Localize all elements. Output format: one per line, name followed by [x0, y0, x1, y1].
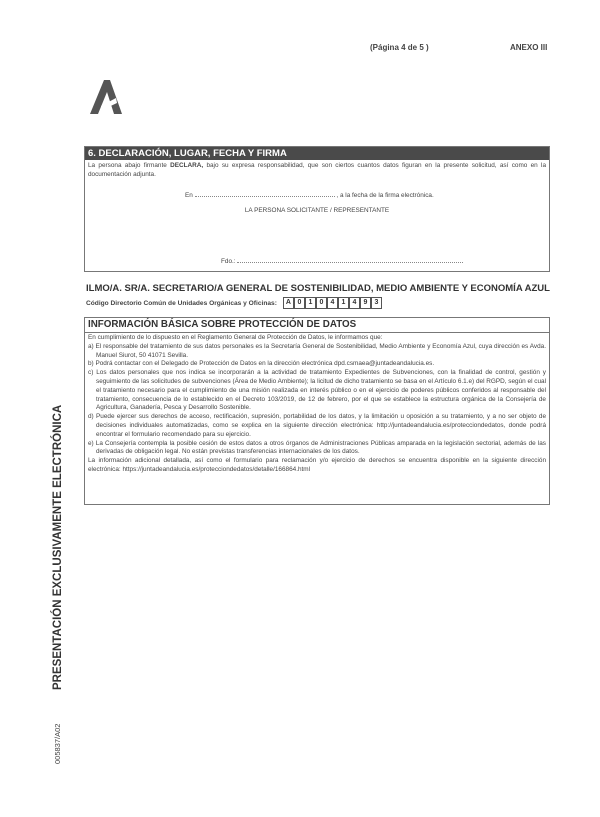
page-number: (Página 4 de 5 ): [370, 43, 429, 52]
signature-field[interactable]: [237, 262, 463, 263]
privacy-item-e: e) La Consejería contempla la posible cesión de estos datos a otros órganos de Administraciones Públicas amparada en la legislación sectorial, además de las derivadas de obligación legal. No están previstas transferencias internacionales de los datos.: [88, 439, 546, 456]
signer-label: LA PERSONA SOLICITANTE / REPRESENTANTE: [244, 207, 390, 214]
side-presentation-label: PRESENTACIÓN EXCLUSIVAMENTE ELECTRÓNICA: [52, 404, 64, 690]
declaration-title: 6. DECLARACIÓN, LUGAR, FECHA Y FIRMA: [85, 147, 549, 160]
place-suffix: , a la fecha de la firma electrónica.: [336, 192, 434, 199]
code-cell: 4: [349, 297, 360, 309]
form-code: 005837/A02: [53, 723, 62, 764]
privacy-item-a: a) El responsable del tratamiento de sus datos personales es la Secretaría General de Sostenibilidad, Medio Ambiente y Economía Azul, cuya dirección es Avda. Manuel Siurot, 50 41071 Sevilla.: [88, 342, 546, 359]
privacy-item-d: d) Puede ejercer sus derechos de acceso, rectificación, supresión, portabilidad de los datos, y la limitación u oposición a su tratamiento, y a no ser objeto de decisiones individuales automatizadas, como se explica en la siguiente dirección electrónica: http://juntadeandalucia.es/protecciondedatos, donde podrá encontrar el formulario recomendado para su ejercicio.: [88, 413, 546, 438]
addressee-title: ILMO/A. SR/A. SECRETARIO/A GENERAL DE SOSTENIBILIDAD, MEDIO AMBIENTE Y ECONOMÍA AZUL: [86, 283, 550, 294]
code-cell: 1: [305, 297, 316, 309]
declares-word: DECLARA,: [170, 162, 204, 169]
privacy-section: [84, 317, 550, 505]
code-cell: 3: [371, 297, 382, 309]
place-line: [185, 192, 505, 201]
code-label: Código Directorio Común de Unidades Orgánicas y Oficinas:: [86, 299, 277, 307]
code-cell: 0: [294, 297, 305, 309]
privacy-item-b: b) Podrá contactar con el Delegado de Protección de Datos en la dirección electrónica dpd.csmaea@juntadeandalucia.es.: [88, 360, 435, 368]
privacy-extra: La información adicional detallada, así como el formulario para reclamación y/o ejercicio de derechos se encuentra disponible en la siguiente dirección electrónica: https://juntadeandalucia.es/protecciondedatos/detalle/166864.html: [88, 457, 546, 473]
code-cell: 0: [316, 297, 327, 309]
annex-label: ANEXO III: [510, 43, 548, 52]
place-prefix: En: [185, 192, 193, 199]
declaration-text: [85, 160, 549, 180]
code-cell: 1: [338, 297, 349, 309]
declaration-section: [84, 146, 550, 272]
declaration-text-pre: La persona abajo firmante: [88, 162, 171, 169]
privacy-title: INFORMACIÓN BÁSICA SOBRE PROTECCIÓN DE DATOS: [85, 318, 549, 333]
code-cell: 9: [360, 297, 371, 309]
privacy-item-c: c) Los datos personales que nos indica se incorporarán a la actividad de tratamiento Expedientes de Subvenciones, con la finalidad de control, gestión y seguimiento de las solicitudes de subvenciones (Área de Medio Ambiente); la licitud de dicho tratamiento se basa en el Artículo 6.1.e) del RGPD, según el cual el tratamiento necesario para el cumplimiento de una misión realizada en interés público o en el ejercicio de poderes públicos conferidos al responsable del tratamiento, consecuencia de lo establecido en el Decreto 103/2019, de 12 de febrero, por el que se establece la estructura orgánica de la Consejería de Agricultura, Ganadería, Pesca y Desarrollo Sostenible.: [88, 369, 546, 412]
code-cell: 4: [327, 297, 338, 309]
place-field[interactable]: [195, 196, 335, 197]
code-row: [86, 297, 382, 309]
junta-andalucia-logo: [84, 76, 126, 118]
privacy-body: [85, 333, 549, 475]
privacy-intro: En cumplimiento de lo dispuesto en el Reglamento General de Protección de Datos, le informamos que:: [88, 334, 383, 341]
declaration-text-post: bajo su expresa responsabilidad, que son ciertos cuantos datos figuran en la presente solicitud, así como en la documentación adjunta.: [88, 162, 547, 178]
code-cell: A: [283, 297, 294, 309]
fdo-label: Fdo.:: [221, 258, 236, 265]
signature-line: [221, 258, 501, 267]
